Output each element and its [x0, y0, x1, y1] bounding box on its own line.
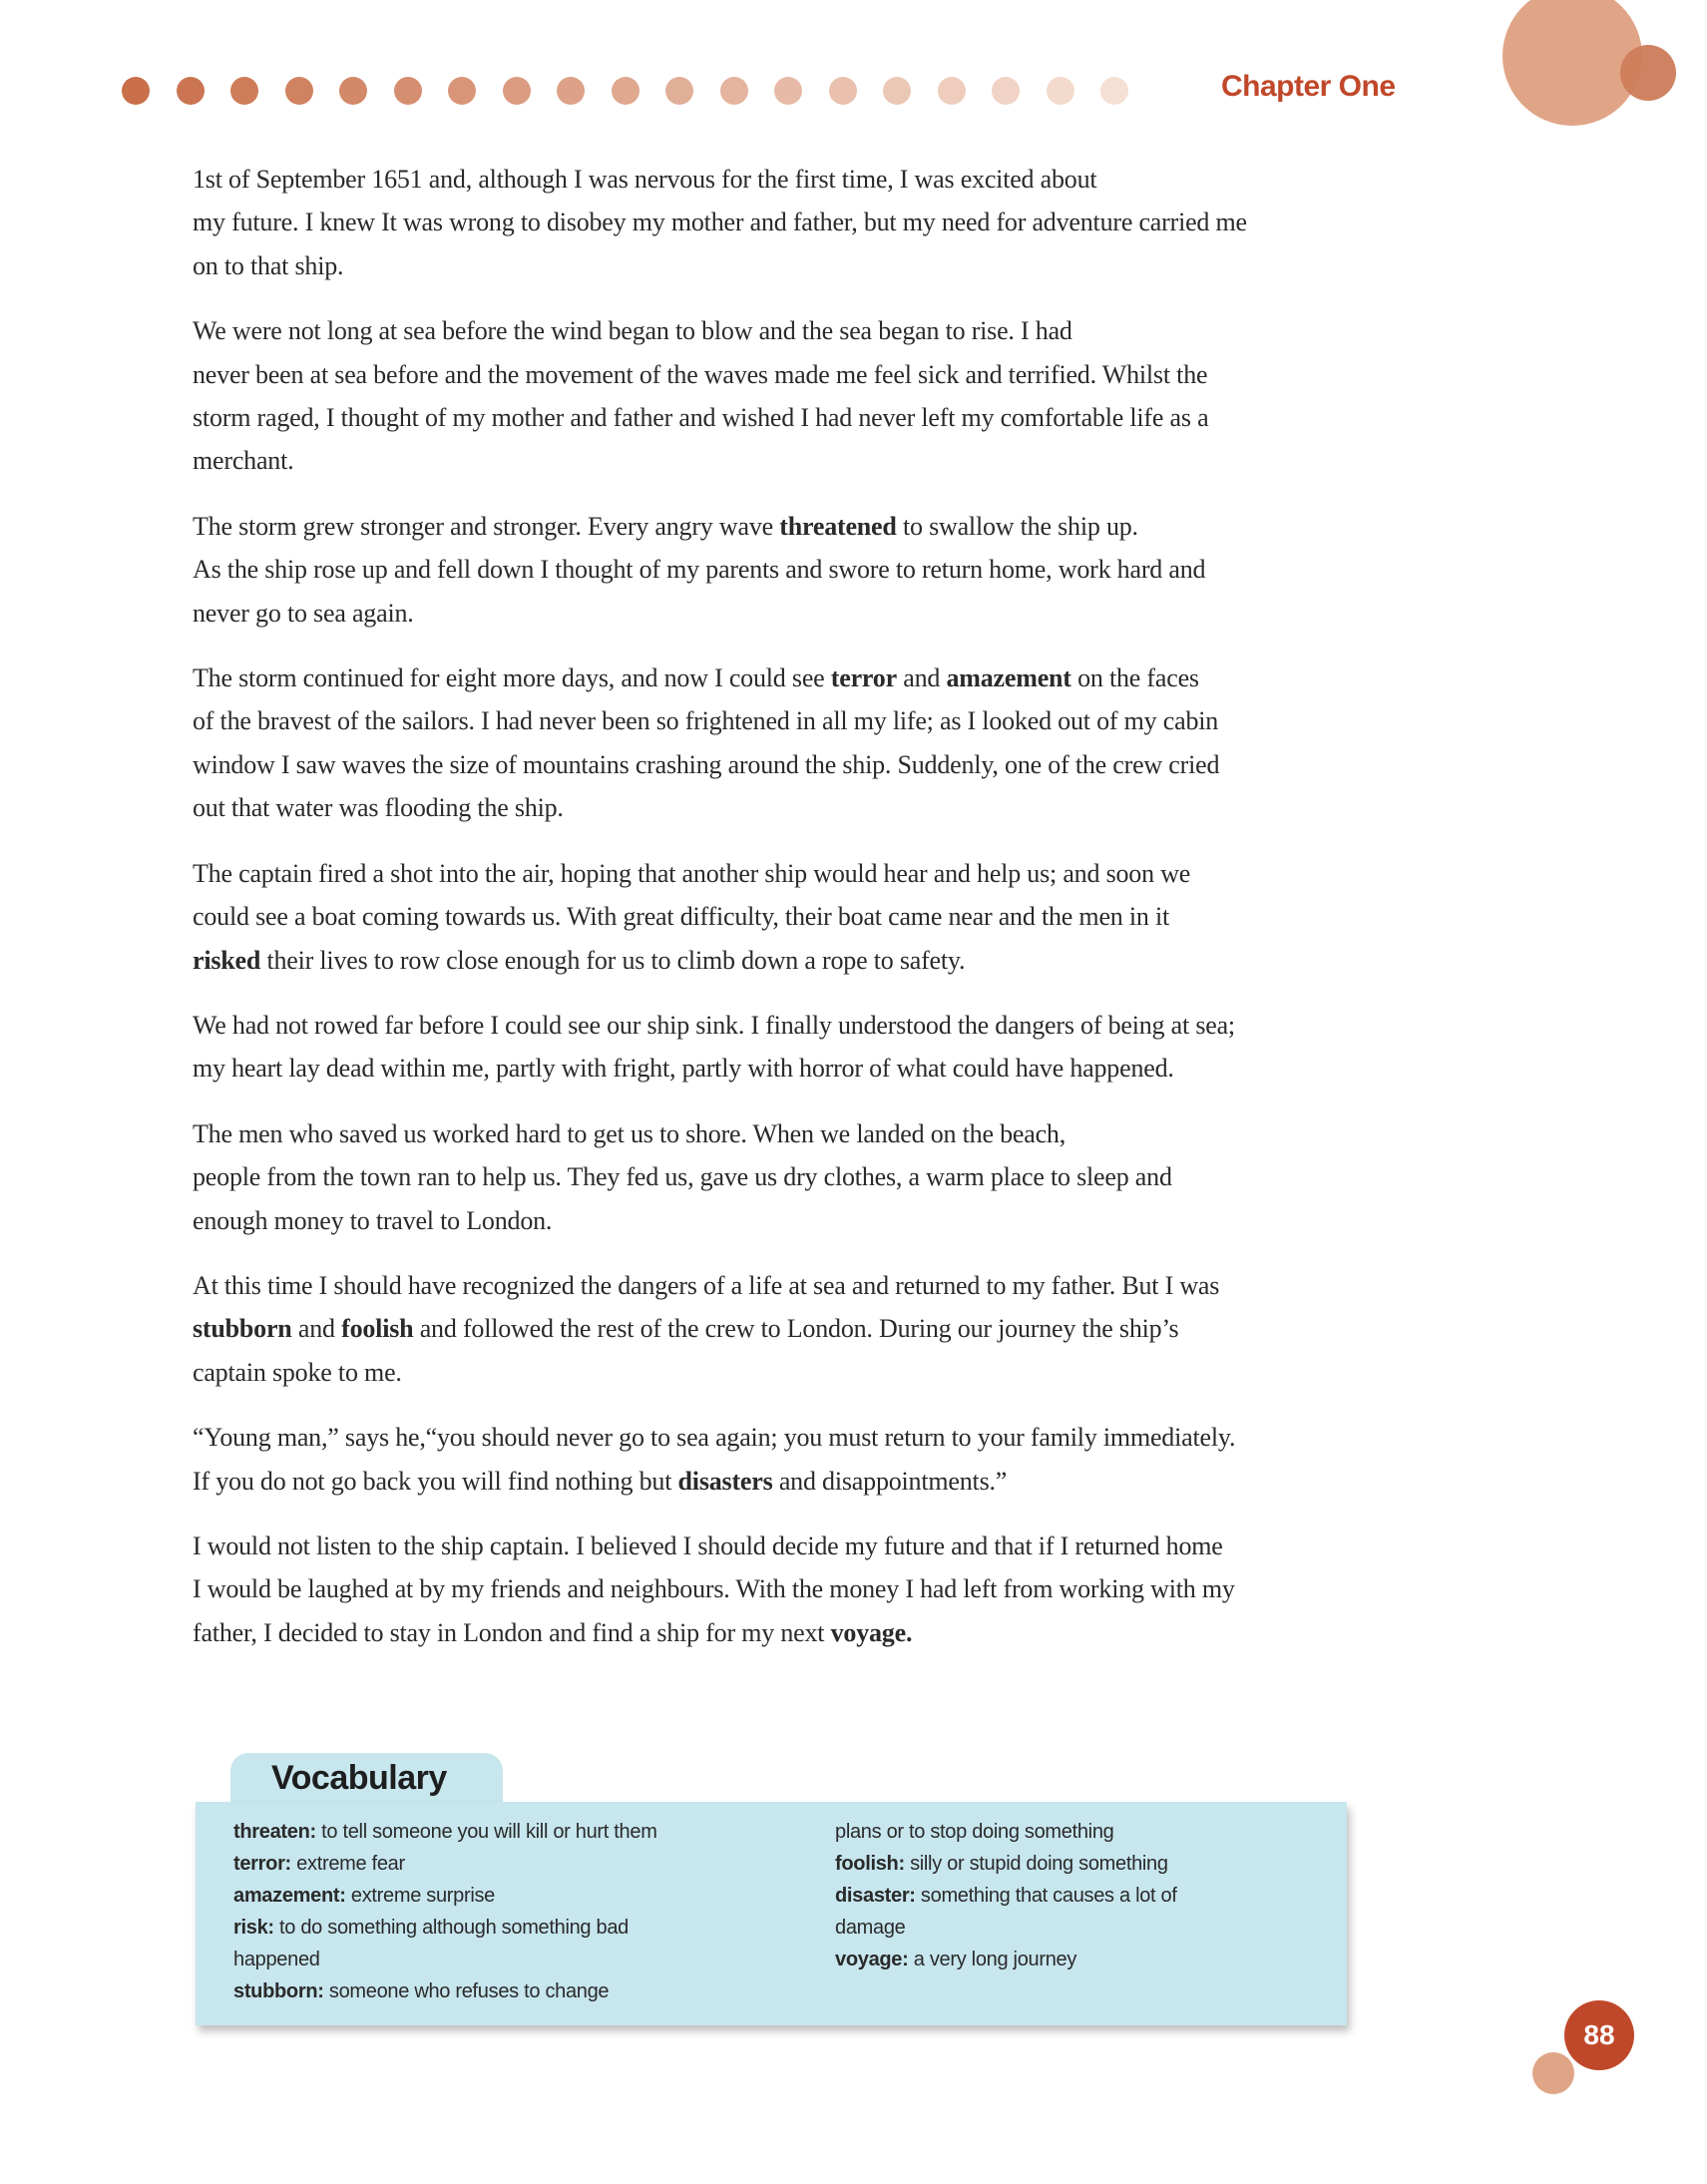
text-segment: and disappointments.”: [772, 1466, 1008, 1496]
text-line: [193, 309, 1529, 352]
vocab-word: foolish:: [835, 1853, 905, 1875]
decorative-circle-small: [1620, 45, 1676, 101]
vocabulary-entry: [233, 1848, 657, 1880]
vocab-word: amazement:: [233, 1885, 346, 1907]
progress-dot: [394, 77, 422, 105]
text-segment: never been at sea before and the movement of the waves made me feel sick and terrified. Whilst the: [193, 359, 1208, 389]
text-segment: At this time I should have recognized the dangers of a life at sea and returned to my father. But I was: [193, 1270, 1220, 1300]
paragraph: [193, 852, 1529, 982]
text-segment: storm raged, I thought of my mother and father and wished I had never left my comfortable life as a: [193, 403, 1209, 433]
vocab-word: risked: [193, 945, 261, 975]
vocab-word: disaster:: [835, 1885, 916, 1907]
progress-dot: [122, 77, 150, 105]
progress-dot: [883, 77, 911, 105]
text-line: [193, 656, 1529, 699]
vocabulary-title: Vocabulary: [271, 1759, 447, 1797]
text-segment: I would not listen to the ship captain. I believed I should decide my future and that if I returned home: [193, 1530, 1223, 1560]
text-segment: silly or stupid doing something: [904, 1853, 1168, 1875]
paragraph: [193, 656, 1529, 830]
text-line: [193, 592, 1529, 635]
text-segment: “Young man,” says he,“you should never go to sea again; you must return to your family immediately.: [193, 1423, 1236, 1453]
text-segment: on to that ship.: [193, 250, 344, 280]
text-line: [193, 1264, 1529, 1307]
text-segment: to tell someone you will kill or hurt them: [315, 1821, 657, 1843]
progress-dot: [612, 77, 640, 105]
text-segment: my heart lay dead within me, partly with fright, partly with horror of what could have happened.: [193, 1054, 1174, 1084]
text-segment: to swallow the ship up.: [896, 511, 1138, 541]
vocabulary-entry: [233, 1880, 657, 1912]
text-line: [193, 852, 1529, 895]
text-segment: merchant.: [193, 446, 294, 476]
vocabulary-entry: [835, 1816, 1177, 1848]
progress-dot: [720, 77, 748, 105]
paragraph: [193, 1112, 1529, 1242]
text-line: [193, 1611, 1529, 1654]
progress-dot: [230, 77, 258, 105]
vocabulary-entry: [233, 1912, 657, 1944]
text-line: [193, 895, 1529, 938]
text-line: [193, 699, 1529, 742]
text-line: [193, 743, 1529, 786]
text-segment: people from the town ran to help us. They fed us, gave us dry clothes, a warm place to sleep and: [193, 1162, 1172, 1192]
text-segment: enough money to travel to London.: [193, 1205, 553, 1235]
text-line: [193, 244, 1529, 287]
vocabulary-entry: [835, 1944, 1177, 1975]
vocabulary-entry: [233, 1975, 657, 2007]
paragraph: [193, 309, 1529, 483]
text-line: [193, 1525, 1529, 1567]
text-line: [193, 1047, 1529, 1090]
text-segment: plans or to stop doing something: [835, 1821, 1114, 1843]
text-segment: window I saw waves the size of mountains crashing around the ship. Suddenly, one of the crew cried: [193, 749, 1220, 779]
text-line: [193, 505, 1529, 548]
paragraph: [193, 1264, 1529, 1394]
text-line: [193, 201, 1529, 243]
progress-dot: [285, 77, 313, 105]
progress-dot: [339, 77, 367, 105]
text-segment: The men who saved us worked hard to get us to shore. When we landed on the beach,: [193, 1118, 1067, 1148]
text-line: [193, 1567, 1529, 1610]
text-segment: 1st of September 1651 and, although I was nervous for the first time, I was excited about: [193, 165, 1097, 194]
text-segment: happened: [233, 1949, 320, 1970]
text-line: [193, 939, 1529, 982]
paragraph: [193, 1004, 1529, 1091]
paragraph: [193, 505, 1529, 635]
progress-dot: [557, 77, 585, 105]
page-number: 88: [1564, 2000, 1634, 2070]
vocab-word: foolish: [341, 1314, 414, 1344]
vocabulary-entry: [835, 1880, 1177, 1912]
text-segment: extreme fear: [290, 1853, 405, 1875]
vocab-word: voyage:: [835, 1949, 909, 1970]
text-line: [193, 1004, 1529, 1047]
text-segment: someone who refuses to change: [323, 1980, 610, 2002]
text-segment: The storm continued for eight more days, and now I could see: [193, 663, 831, 693]
vocab-word: amazement: [946, 663, 1071, 693]
text-segment: father, I decided to stay in London and find a ship for my next: [193, 1617, 831, 1647]
text-segment: and: [291, 1314, 342, 1344]
vocabulary-box: [196, 1802, 1347, 2025]
text-line: [193, 1351, 1529, 1394]
text-line: [193, 1416, 1529, 1459]
vocabulary-entry: [233, 1816, 657, 1848]
text-segment: something that causes a lot of: [915, 1885, 1177, 1907]
vocab-word: terror:: [233, 1853, 291, 1875]
text-line: [193, 353, 1529, 396]
text-segment: As the ship rose up and fell down I thought of my parents and swore to return home, work hard and: [193, 555, 1206, 585]
text-line: [193, 396, 1529, 439]
text-segment: The captain fired a shot into the air, hoping that another ship would hear and help us; and soon we: [193, 858, 1191, 888]
text-line: [193, 158, 1529, 201]
progress-dot: [938, 77, 966, 105]
text-segment: their lives to row close enough for us to climb down a rope to safety.: [260, 945, 966, 975]
chapter-title: Chapter One: [1221, 70, 1396, 103]
vocab-word: terror: [830, 663, 897, 693]
vocabulary-entry: [233, 1944, 657, 1975]
text-segment: The storm grew stronger and stronger. Every angry wave: [193, 511, 780, 541]
vocabulary-entry: [835, 1912, 1177, 1944]
progress-dot: [774, 77, 802, 105]
text-segment: and followed the rest of the crew to London. During our journey the ship’s: [413, 1314, 1179, 1344]
progress-dot: [829, 77, 857, 105]
paragraph: [193, 1525, 1529, 1654]
vocab-word: risk:: [233, 1917, 274, 1939]
text-segment: out that water was flooding the ship.: [193, 793, 564, 823]
text-segment: If you do not go back you will find nothing but: [193, 1466, 678, 1496]
vocab-word: stubborn: [193, 1314, 292, 1344]
text-line: [193, 786, 1529, 829]
paragraph: [193, 1416, 1529, 1503]
text-segment: captain spoke to me.: [193, 1357, 402, 1387]
text-line: [193, 1199, 1529, 1242]
text-segment: to do something although something bad: [273, 1917, 629, 1939]
text-segment: never go to sea again.: [193, 598, 414, 628]
story-text: [193, 158, 1529, 1676]
text-segment: of the bravest of the sailors. I had never been so frightened in all my life; as I looked out of my cabin: [193, 706, 1219, 736]
vocab-word: voyage.: [830, 1617, 913, 1647]
vocabulary-left-column: [233, 1816, 657, 2007]
text-segment: extreme surprise: [345, 1885, 496, 1907]
vocabulary-entry: [835, 1848, 1177, 1880]
vocab-word: stubborn:: [233, 1980, 324, 2002]
text-segment: We had not rowed far before I could see our ship sink. I finally understood the dangers of being at sea;: [193, 1010, 1235, 1040]
text-segment: a very long journey: [908, 1949, 1077, 1970]
vocab-word: threaten:: [233, 1821, 316, 1843]
vocabulary-right-column: [835, 1816, 1177, 1975]
progress-dot: [992, 77, 1020, 105]
text-segment: damage: [835, 1917, 906, 1939]
vocab-word: threatened: [779, 511, 897, 541]
text-segment: We were not long at sea before the wind began to blow and the sea began to rise. I had: [193, 316, 1072, 346]
text-line: [193, 1307, 1529, 1350]
text-line: [193, 1112, 1529, 1155]
text-line: [193, 1460, 1529, 1503]
text-segment: and: [896, 663, 947, 693]
decorative-circle-footer: [1532, 2052, 1574, 2094]
progress-dot: [448, 77, 476, 105]
paragraph: [193, 158, 1529, 287]
progress-dot: [1100, 77, 1128, 105]
text-line: [193, 548, 1529, 591]
text-segment: could see a boat coming towards us. With great difficulty, their boat came near and the men in it: [193, 902, 1170, 932]
vocab-word: disasters: [677, 1466, 773, 1496]
text-segment: I would be laughed at by my friends and neighbours. With the money I had left from working with my: [193, 1574, 1235, 1604]
progress-dot: [1047, 77, 1074, 105]
text-line: [193, 439, 1529, 482]
text-segment: on the faces: [1070, 663, 1199, 693]
text-segment: my future. I knew It was wrong to disobey my mother and father, but my need for adventure carried me: [193, 208, 1247, 237]
progress-dot: [665, 77, 693, 105]
text-line: [193, 1155, 1529, 1198]
progress-dot: [503, 77, 531, 105]
progress-dot: [177, 77, 205, 105]
